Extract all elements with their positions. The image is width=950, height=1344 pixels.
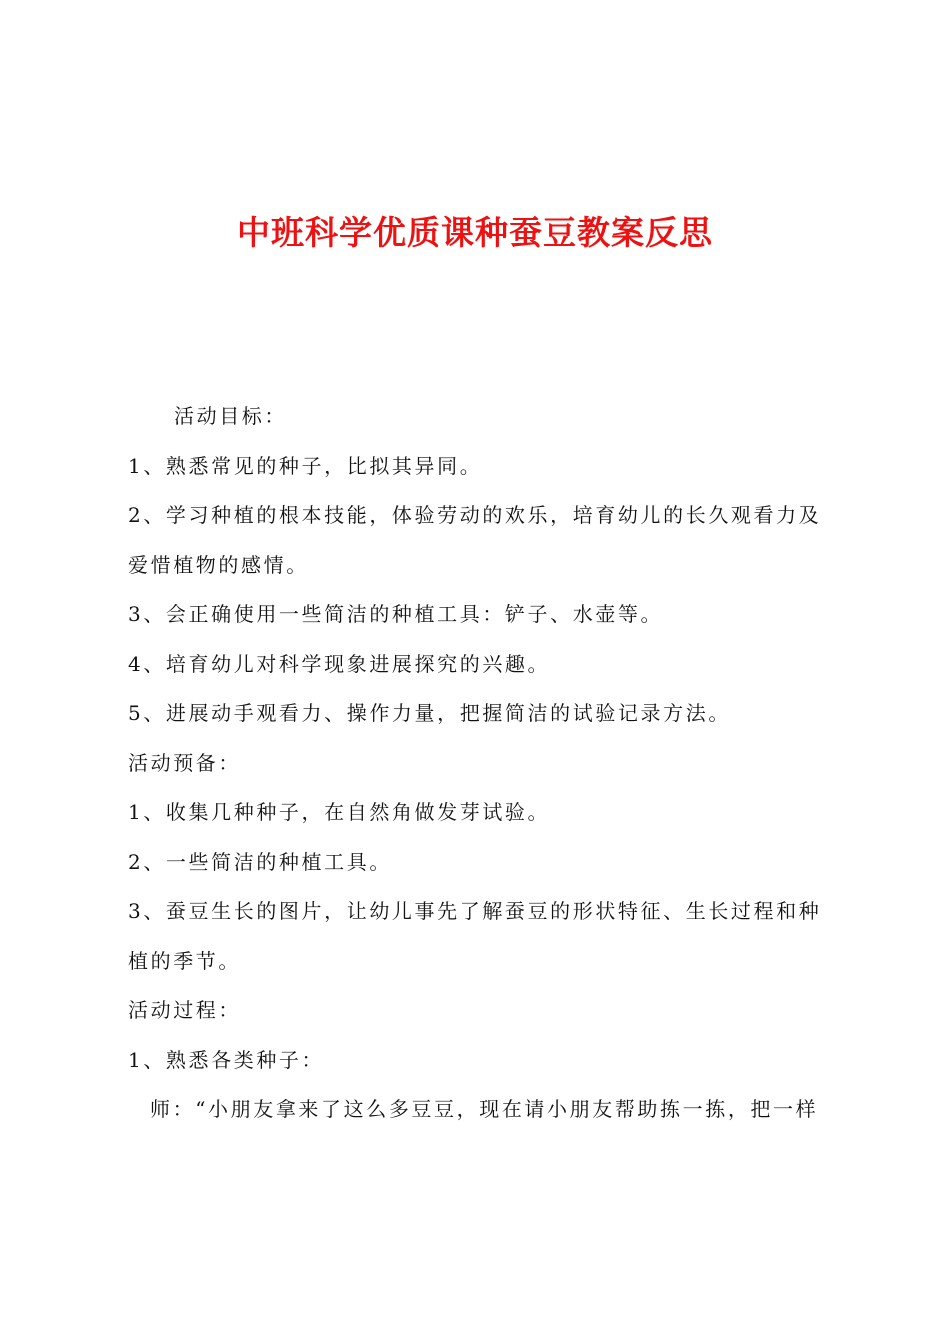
paragraph-goal-4: 4、培育幼儿对科学现象进展探究的兴趣。: [128, 651, 551, 676]
section-heading-process: 活动过程：: [128, 998, 241, 1022]
section-heading-goals: 活动目标：: [174, 404, 287, 428]
paragraph-goal-1: 1、熟悉常见的种子，比拟其异同。: [128, 453, 483, 478]
paragraph-prep-2: 2、一些简洁的种植工具。: [128, 849, 392, 874]
paragraph-prep-1: 1、收集几种种子，在自然角做发芽试验。: [128, 800, 551, 824]
paragraph-process-1: 1、熟悉各类种子：: [128, 1047, 325, 1072]
section-heading-preparation: 活动预备：: [128, 750, 241, 775]
paragraph-prep-3: 3、蚕豆生长的图片，让幼儿事先了解蚕豆的形状特征、生长过程和种植的季节。: [128, 899, 822, 973]
paragraph-goal-5: 5、进展动手观看力、操作力量，把握简洁的试验记录方法。: [128, 701, 731, 725]
paragraph-goal-3: 3、会正确使用一些简洁的种植工具：铲子、水壶等。: [128, 602, 664, 626]
paragraph-teacher-quote: 师：“小朋友拿来了这么多豆豆，现在请小朋友帮助拣一拣，把一样: [150, 1097, 819, 1121]
paragraph-goal-2: 2、学习种植的根本技能，体验劳动的欢乐，培育幼儿的长久观看力及爱惜植物的感情。: [128, 503, 822, 577]
document-body: [128, 392, 836, 1135]
document-title: 中班科学优质课种蚕豆教案反思: [237, 213, 713, 252]
